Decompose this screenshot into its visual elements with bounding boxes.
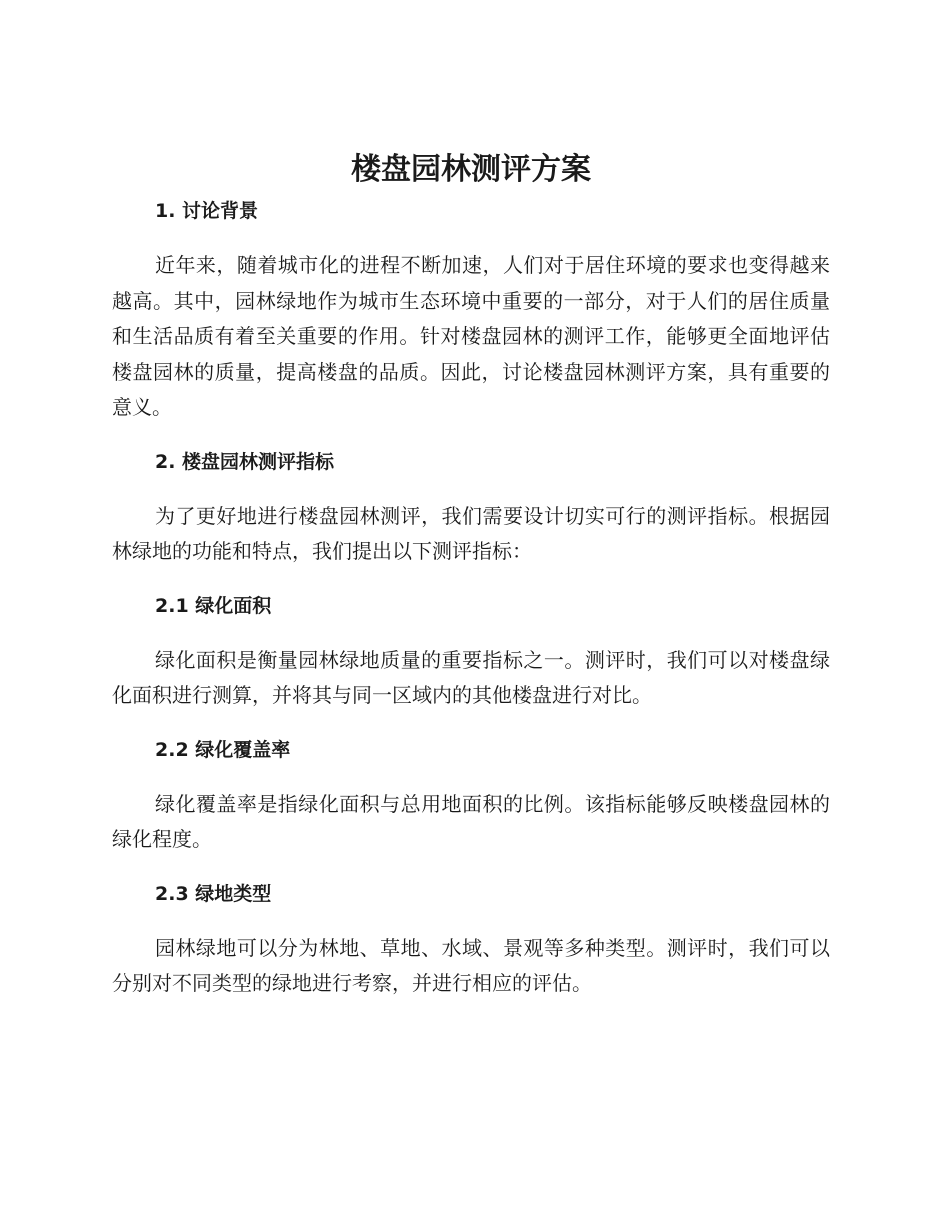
section-paragraph: 近年来，随着城市化的进程不断加速，人们对于居住环境的要求也变得越来越高。其中，园林绿地作为城市生态环境中重要的一部分，对于人们的居住质量和生活品质有着至关重要的作用。针对楼盘园林的测评工作，能够更全面地评估楼盘园林的质量，提高楼盘的品质。因此，讨论楼盘园林测评方案，具有重要的意义。 bbox=[112, 253, 830, 419]
section-heading: 2.2 绿化覆盖率 bbox=[155, 738, 291, 761]
section-green-area bbox=[112, 593, 830, 714]
section-paragraph: 绿化面积是衡量园林绿地质量的重要指标之一。测评时，我们可以对楼盘绿化面积进行测算，并将其与同一区域内的其他楼盘进行对比。 bbox=[112, 647, 830, 707]
document-title: 楼盘园林测评方案 bbox=[351, 152, 591, 187]
section-paragraph: 绿化覆盖率是指绿化面积与总用地面积的比例。该指标能够反映楼盘园林的绿化程度。 bbox=[112, 791, 830, 851]
section-paragraph: 为了更好地进行楼盘园林测评，我们需要设计切实可行的测评指标。根据园林绿地的功能和特点，我们提出以下测评指标： bbox=[112, 503, 830, 563]
section-background bbox=[112, 198, 830, 426]
section-heading: 2. 楼盘园林测评指标 bbox=[155, 450, 335, 473]
document-page bbox=[112, 150, 830, 1025]
section-heading: 2.1 绿化面积 bbox=[155, 594, 272, 617]
section-heading: 2.3 绿地类型 bbox=[155, 882, 272, 905]
section-heading: 1. 讨论背景 bbox=[155, 200, 259, 222]
section-indicators bbox=[112, 449, 830, 570]
section-paragraph: 园林绿地可以分为林地、草地、水域、景观等多种类型。测评时，我们可以分别对不同类型的绿地进行考察，并进行相应的评估。 bbox=[112, 935, 830, 995]
section-green-coverage bbox=[112, 737, 830, 858]
section-green-types bbox=[112, 881, 830, 1002]
